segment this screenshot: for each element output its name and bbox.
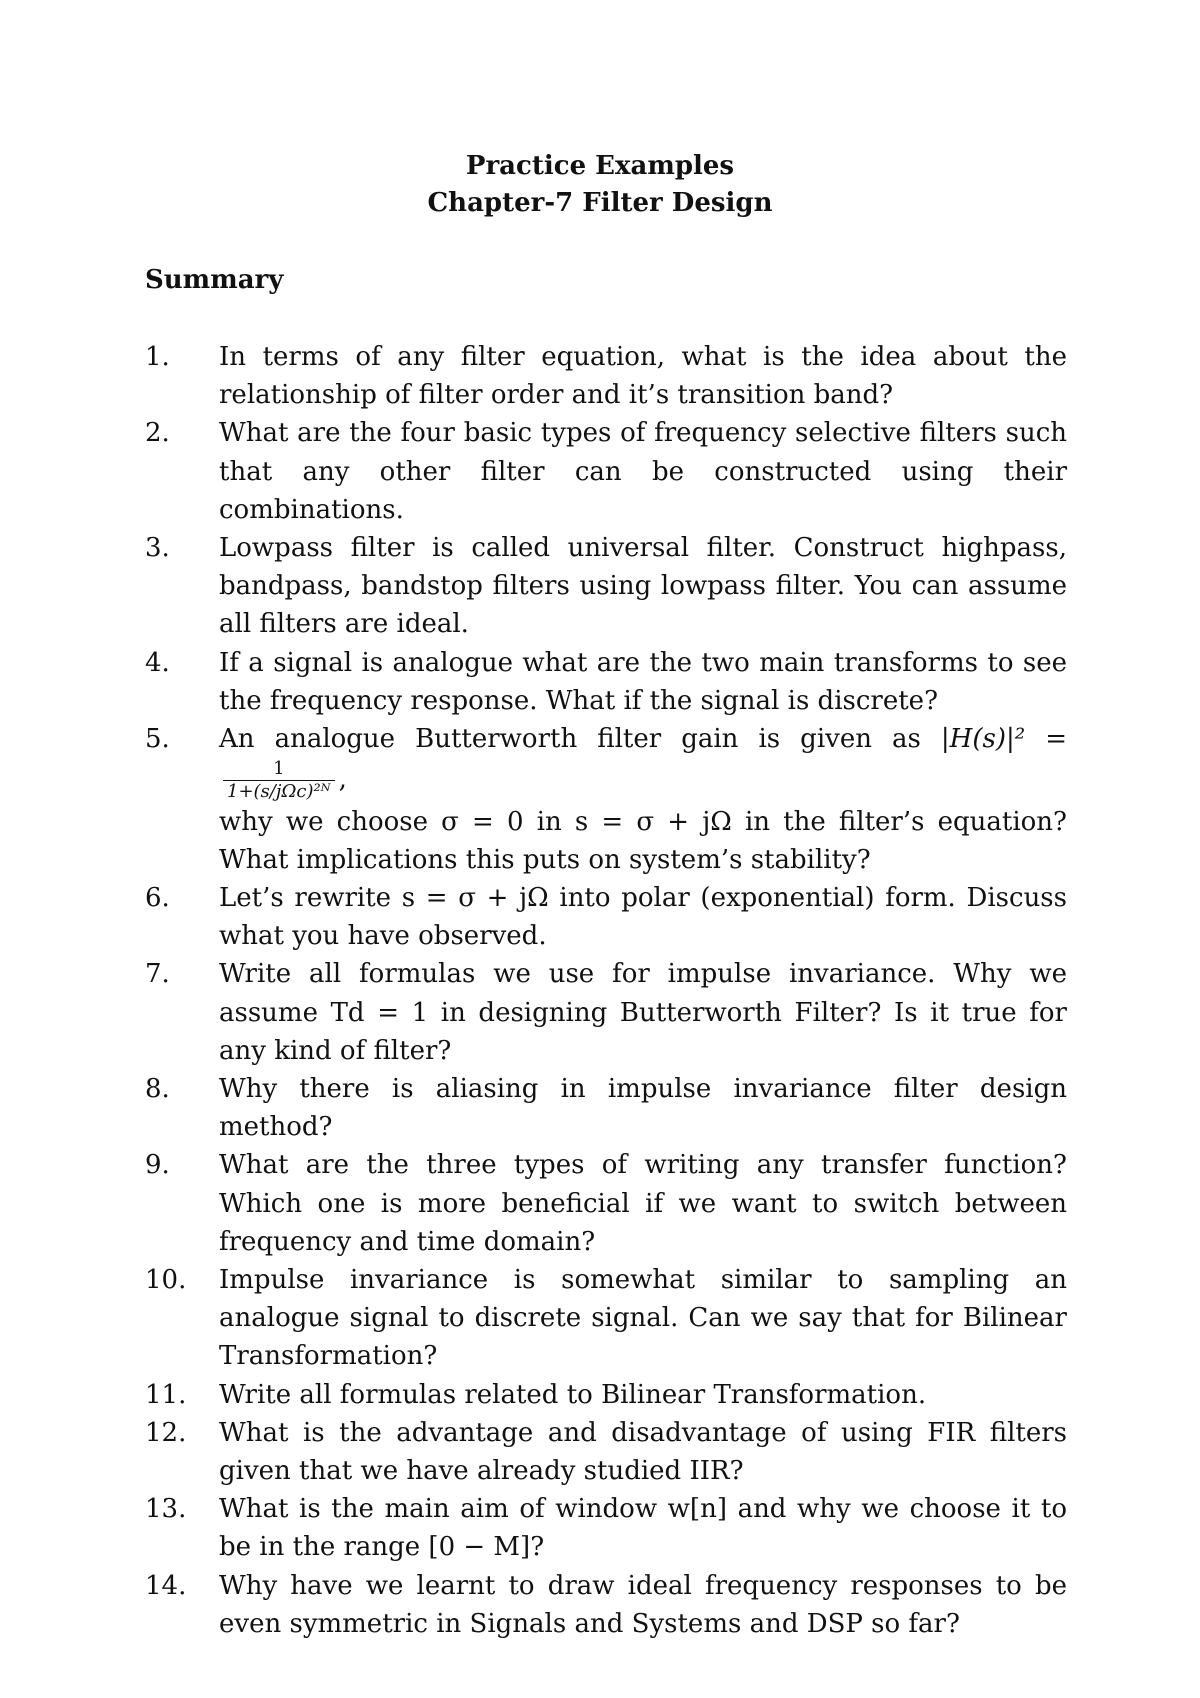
question-item bbox=[145, 644, 1067, 720]
question-number: 5. bbox=[145, 724, 170, 755]
question-number: 2. bbox=[145, 418, 170, 449]
question-text: In terms of any filter equation, what is the idea about the relationship of filter order and it’s transition band? bbox=[219, 342, 1067, 411]
fraction-denominator: 1+(s/jΩc)²ᴺ bbox=[227, 781, 331, 803]
question-item bbox=[145, 529, 1067, 644]
question-text: Write all formulas related to Bilinear Transformation. bbox=[219, 1379, 927, 1410]
document-title: Practice Examples bbox=[465, 151, 735, 181]
question-item bbox=[145, 720, 1067, 879]
question-item bbox=[145, 1414, 1067, 1490]
question-number: 8. bbox=[145, 1074, 170, 1105]
question-text: Lowpass filter is called universal filter. Construct highpass, bandpass, bandstop filters using lowpass filter. You can assume all filters are ideal. bbox=[219, 533, 1067, 640]
question-number: 9. bbox=[145, 1150, 170, 1181]
fraction-numerator: 1 bbox=[223, 758, 335, 781]
question-item bbox=[145, 1146, 1067, 1261]
formula-lhs: |H(s)|² = bbox=[940, 724, 1068, 755]
question-item bbox=[145, 879, 1067, 955]
formula-comma: , bbox=[338, 764, 347, 795]
question-text: Write all formulas we use for impulse invariance. Why we assume Td = 1 in designing Butterworth Filter? Is it true for any kind of filter? bbox=[219, 959, 1067, 1066]
question-item bbox=[145, 1376, 1067, 1414]
document-subtitle: Chapter-7 Filter Design bbox=[427, 188, 773, 218]
question-number: 13. bbox=[145, 1494, 187, 1525]
question-number: 10. bbox=[145, 1265, 187, 1296]
question-item bbox=[145, 1567, 1067, 1643]
question-number: 1. bbox=[145, 342, 170, 372]
question-item bbox=[145, 338, 1067, 414]
question-text: What are the three types of writing any transfer function? Which one is more beneficial if we want to switch between frequency and time domain? bbox=[219, 1150, 1067, 1257]
question-text: If a signal is analogue what are the two main transforms to see the frequency response. What if the signal is discrete? bbox=[219, 647, 1067, 716]
question-text: Why have we learnt to draw ideal frequency responses to be even symmetric in Signals and Systems and DSP so far? bbox=[219, 1570, 1067, 1639]
question-text: Let’s rewrite s = σ + jΩ into polar (exponential) form. Discuss what you have observed. bbox=[219, 883, 1067, 952]
butterworth-gain-fraction bbox=[223, 758, 335, 803]
title-block bbox=[0, 148, 1200, 222]
section-heading: Summary bbox=[145, 265, 284, 295]
question-number: 6. bbox=[145, 883, 170, 914]
question-text: Impulse invariance is somewhat similar to sampling an analogue signal to discrete signal. Can we say that for Bilinear Transformation? bbox=[219, 1265, 1067, 1372]
question-item bbox=[145, 1070, 1067, 1146]
question-number: 12. bbox=[145, 1417, 187, 1448]
question-item bbox=[145, 414, 1067, 529]
question-list bbox=[145, 338, 1067, 1643]
question-item bbox=[145, 955, 1067, 1070]
question-number: 7. bbox=[145, 959, 170, 990]
question-number: 4. bbox=[145, 647, 170, 678]
question-text: What are the four basic types of frequency selective filters such that any other filter can be constructed using their combinations. bbox=[219, 418, 1067, 525]
question-item bbox=[145, 1490, 1067, 1566]
question-text: Why there is aliasing in impulse invariance filter design method? bbox=[219, 1074, 1067, 1143]
question-number: 3. bbox=[145, 533, 170, 564]
question-item bbox=[145, 1261, 1067, 1376]
question-text-before-formula: An analogue Butterworth filter gain is given as bbox=[219, 724, 921, 755]
question-number: 11. bbox=[145, 1379, 187, 1410]
question-text: What is the main aim of window w[n] and why we choose it to be in the range [0 − M]? bbox=[219, 1494, 1067, 1563]
question-number: 14. bbox=[145, 1570, 187, 1601]
question-text-continued: why we choose σ = 0 in s = σ + jΩ in the filter’s equation? What implications this puts on system’s stability? bbox=[219, 807, 1067, 876]
question-text: What is the advantage and disadvantage of using FIR filters given that we have already studied IIR? bbox=[219, 1417, 1067, 1487]
